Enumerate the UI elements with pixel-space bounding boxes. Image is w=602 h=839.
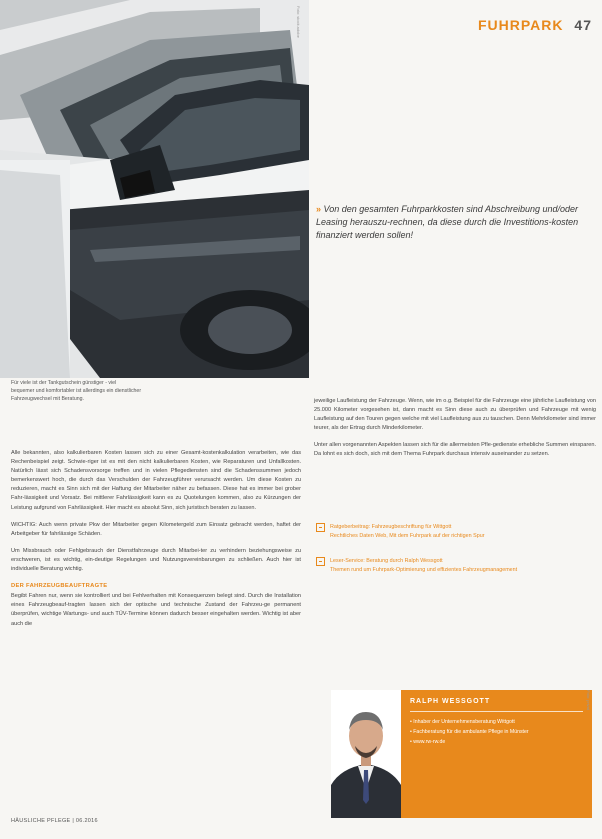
link-icon xyxy=(316,523,325,532)
paragraph: jeweilige Laufleistung der Fahrzeuge. Wenn, wie im o.g. Beispiel für die Fahrzeuge eine jährliche Laufleistung von 25.000 Kilometer vorgesehen ist, dann macht es Sinn diese auch zu überprüfen und Fahrzeuge mit wenig Laufleistung auf den Touren gegen welche mit viel Laufleistung aus zu tauschen. Denn Mehrkilometer sind immer teurer, als der Ertrag durch Minderkilometer. xyxy=(314,398,596,432)
pull-quote xyxy=(316,203,586,242)
page-number: 47 xyxy=(574,17,592,33)
author-detail[interactable]: • www.rw-rw.de xyxy=(410,737,529,747)
author-name: RALPH WESSGOTT xyxy=(410,698,491,705)
portrait-credit: Foto: privat xyxy=(586,690,591,711)
link-text[interactable]: Leser-Service: Beratung durch Ralph Wessgott Themen rund um Fuhrpark-Optimierung und effizientes Fahrzeugmanagement xyxy=(330,558,518,573)
page-footer: HÄUSLICHE PFLEGE | 06.2016 xyxy=(11,818,98,824)
paragraph: Alle bekannten, also kalkulierbaren Kosten lassen sich zu einer Gesamt-kostenkalkulation verarbeiten, wie das Rechenbeispiel zeigt. Schwie-riger ist es mit den nicht kalkulierbaren Kosten, wie Reparaturen und Unfallkosten. Natürlich lässt sich Schadensvorsorge treffen und in vielen Pflegediensten sind die Schadenssummen jedoch bemerkenswert hoch, die durch das Verschulden der Fahrzeugführer verursacht werden. Um diese Kosten zu reduzieren, macht es Sinn sich mit der Haftung der Mitarbeiter näher zu befassen. Diese hat es immer bei grober Fahr-lässigkeit und Vorsatz. Bei mittlerer Fahrlässigkeit kann es zu Quotelungen kommen, also zu Kürzungen der Leistung aufgrund von Fahrlässigkeit. Hier macht es absolut Sinn, sich juristisch beraten zu lassen. xyxy=(11,450,301,511)
author-detail: • Fachberatung für die ambulante Pflege in Münster xyxy=(410,727,529,737)
section-name: FUHRPARK xyxy=(478,17,564,33)
paragraph: Unter allen vorgenannten Aspekten lassen sich für die allermeisten Pfle-gedienste erhebliche Summen einsparen. Da lohnt es sich doch, sich mit dem Thema Fuhrpark durchaus intensiv auseinander zu setzen. xyxy=(314,442,596,458)
quote-text: Von den gesamten Fuhrparkkosten sind Abschreibung und/oder Leasing herauszu-rechnen, da diese durch die Investitions-kosten finanziert werden sollen! xyxy=(316,204,579,240)
link-icon xyxy=(316,557,325,566)
author-detail: • Inhaber der Unternehmensberatung Wittgott xyxy=(410,717,529,727)
paragraph: WICHTIG: Auch wenn private Pkw der Mitarbeiter gegen Kilometergeld zum Einsatz gebracht werden, haftet der Arbeitgeber für fahrlässige Schäden. xyxy=(11,521,301,537)
link-text[interactable]: Ratgeberbeitrag: Fahrzeugbeschriftung für Wittgott Rechtliches Daten Web, Mit dem Fuhrpark auf der richtigen Spur xyxy=(330,524,485,539)
photo-credit: Foto: stock.adobe xyxy=(296,6,301,38)
portrait-illustration xyxy=(331,690,401,818)
divider xyxy=(410,711,583,712)
author-portrait xyxy=(331,690,401,818)
related-link-1[interactable] xyxy=(316,523,578,540)
photo-caption: Für viele ist der Tankgutschein günstiger - viel bequemer und komfortabler ist allerdings ein dienstlicher Fahrzeugwechsel mit Beratung. xyxy=(11,380,142,402)
author-details xyxy=(410,717,529,747)
paragraph: Begibt Fahren nur, wenn sie kontrolliert und bei Fehlverhalten mit Konsequenzen belegt sind. Durch die Installation eines Fahrzeugbeauf-tragten lassen sich der optische und technische Zustand der Fahrzeu-ge permanent überprüfen, wichtige Wartungs- und auch TÜV-Termine können dadurch besser eingehalten werden. Wichtig ist aber auch die xyxy=(11,593,301,627)
author-box xyxy=(401,690,592,818)
paragraph: Um Missbrauch oder Fehlgebrauch der Dienstfahrzeuge durch Mitarbei-ter zu verhindern beziehungsweise zu erschweren, ist es wichtig, ein-deutige Regelungen und Nutzungsvereinbarungen zu schließen. Auch hier ist individuelle Beratung wichtig. xyxy=(11,547,301,573)
related-link-2[interactable] xyxy=(316,557,578,574)
section-header xyxy=(478,17,592,33)
right-column xyxy=(314,397,596,468)
quote-mark: » xyxy=(316,204,322,214)
cars-illustration xyxy=(0,0,309,378)
subheading: DER FAHRZEUGBEAUFTRAGTE xyxy=(11,583,108,590)
cover-photo xyxy=(0,0,309,378)
left-column xyxy=(11,449,301,637)
